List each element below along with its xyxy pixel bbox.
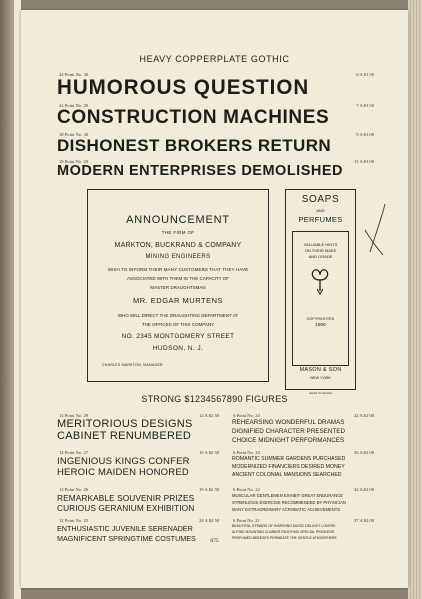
street-address: NO. 2345 MONTGOMERY STREET [121, 333, 235, 340]
announcement-text: WISH TO INFORM THEIR MANY CUSTOMERS THAT THEY HAVE [107, 267, 249, 272]
specimen-size: 6 Point No. 24 [233, 413, 260, 418]
soaps-hint: ON THEIR MAKE [304, 248, 337, 253]
specimen-line: CONSTRUCTION MACHINES [57, 107, 330, 128]
soaps-hint: VALUABLE HINTS [303, 242, 338, 247]
specimen-price: 26 A $2 00 [353, 450, 374, 455]
specimen-size: 12 Point No. 25 [59, 518, 89, 523]
person-name: MR. EDGAR MURTENS [132, 296, 224, 305]
specimen-line: CHOICE MIDNIGHT PERFORMANCES [232, 437, 345, 444]
specimen-line: ROMANTIC SUMMER GARDENS PURCHASED [232, 456, 346, 462]
strong-figures-line: STRONG $1234567890 FIGURES [141, 394, 288, 404]
announcement-title: ANNOUNCEMENT [126, 214, 230, 226]
specimen-price: 11 A $3 00 [354, 159, 374, 164]
specimen-price: 16 A $2 50 [199, 450, 220, 455]
announcement-text: MASTER DRAUGHTSMAN [150, 285, 206, 290]
specimen-price: 7 A $3 50 [356, 103, 374, 108]
specimen-line: REHEARSING WONDERFUL DRAMAS [232, 419, 345, 426]
specimen-line: MANY EXTRAORDINARY ACROBATIC ACHIEVEMENTS [232, 507, 341, 512]
left-page-sliver [14, 0, 21, 599]
specimen-line: CABINET RENUMBERED [57, 430, 192, 442]
specimen-size: 18 Point No. 29 [59, 159, 89, 164]
specimen-line: MERITORIOUS DESIGNS [57, 418, 193, 430]
catalog-page [21, 10, 408, 588]
specimen-size: 12 Point No. 26 [59, 487, 89, 492]
announcement-text: THE OFFICES OF THIS COMPANY [141, 322, 215, 327]
soaps-copyright: COPYRIGHTED [306, 317, 335, 321]
soaps-year: 1906 [315, 323, 326, 328]
soaps-hint: AND GRADE [308, 254, 333, 259]
announcement-text: WHO WILL DIRECT THE DRAUGHTING DEPARTMENT AT [117, 313, 239, 318]
specimen-line: BEAUTIFUL STRAINS OF INSPIRING MUSIC DELIGHT LOVERS [232, 524, 336, 528]
soaps-city: NEW YORK [310, 376, 331, 380]
ornament-icon [308, 266, 332, 296]
announcement-text: ASSOCIATED WITH THEM IN THE CAPACITY OF [126, 276, 230, 281]
signature: CHARLES MARKTON, MANAGER [102, 363, 163, 367]
specimen-price: 32 A $2 00 [353, 487, 374, 492]
page-number: 675 [210, 538, 219, 544]
specimen-size: 12 Point No. 29 [59, 413, 89, 418]
page-header: HEAVY COPPERPLATE GOTHIC [139, 54, 290, 64]
specimen-line: INGENIOUS KINGS CONFER [57, 456, 190, 467]
specimen-line: STRENUOUS EXERCISE RECOMMENDED BY PHYSICIAN [232, 500, 346, 505]
specimen-line: REMARKABLE SOUVENIR PRIZES [57, 493, 195, 503]
announcement-text: THE FIRM OF [161, 230, 195, 235]
specimen-size: 24 Point No. 29 [59, 103, 89, 108]
specimen-line: HUMOROUS QUESTION [57, 76, 310, 99]
specimen-line: ANCIENT COLONIAL MANSIONS SEARCHED [232, 472, 342, 478]
specimen-size: 12 Point No. 27 [59, 450, 89, 455]
specimen-line: MUSCULAR GENTLEMEN EXHIBIT GREAT ENDURANCE [232, 493, 343, 498]
specimen-price: 12 A $2 50 [199, 413, 220, 418]
specimen-line: DISHONEST BROKERS RETURN [57, 136, 332, 155]
soaps-title: SOAPS [301, 194, 340, 205]
specimen-price: 9 A $3 00 [356, 132, 374, 137]
specimen-price: 24 A $2 50 [199, 518, 220, 523]
specimen-line: MODERN ENTERPRISES DEMOLISHED [57, 163, 343, 179]
specimen-line: PERFUMED BREEZES PERMEATE THE GENTLE ATMOSPHERE [232, 536, 337, 540]
specimen-line: DIGNIFIED CHARACTER PRESENTED [232, 428, 346, 435]
specimen-price: 37 A $2 00 [353, 518, 374, 523]
specimen-line: CURIOUS GERANIUM EXHIBITION [57, 503, 195, 513]
soaps-maker: MASON & SON [299, 367, 342, 373]
specimen-line: ENTHUSIASTIC JUVENILE SERENADER [57, 524, 193, 533]
soaps-perfumes: PERFUMES [298, 215, 343, 224]
specimen-size: 24 Point No. 30 [59, 72, 89, 77]
city: HUDSON, N. J. [152, 345, 204, 352]
pencil-mark-icon [361, 200, 389, 260]
specimen-price: 19 A $2 50 [199, 487, 220, 492]
specimen-size: 18 Point No. 30 [59, 132, 89, 137]
firm-name: MARKTON, BUCKRAND & COMPANY [114, 242, 242, 249]
ornament-caption: Axeld Ornament [308, 391, 333, 395]
specimen-line: HEROIC MAIDEN HONORED [57, 467, 189, 478]
announcement-text: MINING ENGINEERS [145, 254, 211, 260]
specimen-size: 6 Point No. 22 [233, 487, 260, 492]
specimen-line: MAGNIFICENT SPRINGTIME COSTUMES [57, 534, 196, 543]
specimen-price: 6 A $3 50 [356, 72, 374, 77]
page-edges [408, 0, 422, 599]
soaps-and: AND [316, 208, 325, 213]
specimen-size: 6 Point No. 21 [233, 518, 260, 523]
specimen-price: 22 A $2 00 [353, 413, 374, 418]
specimen-line: ALPINE MOUNTAIN CLIMBER ENJOYING SPECIAL PRIVILEGE [232, 530, 335, 534]
specimen-size: 6 Point No. 23 [233, 450, 260, 455]
specimen-line: MODERNIZED FINANCIERS DESIRED MONEY [232, 464, 345, 470]
